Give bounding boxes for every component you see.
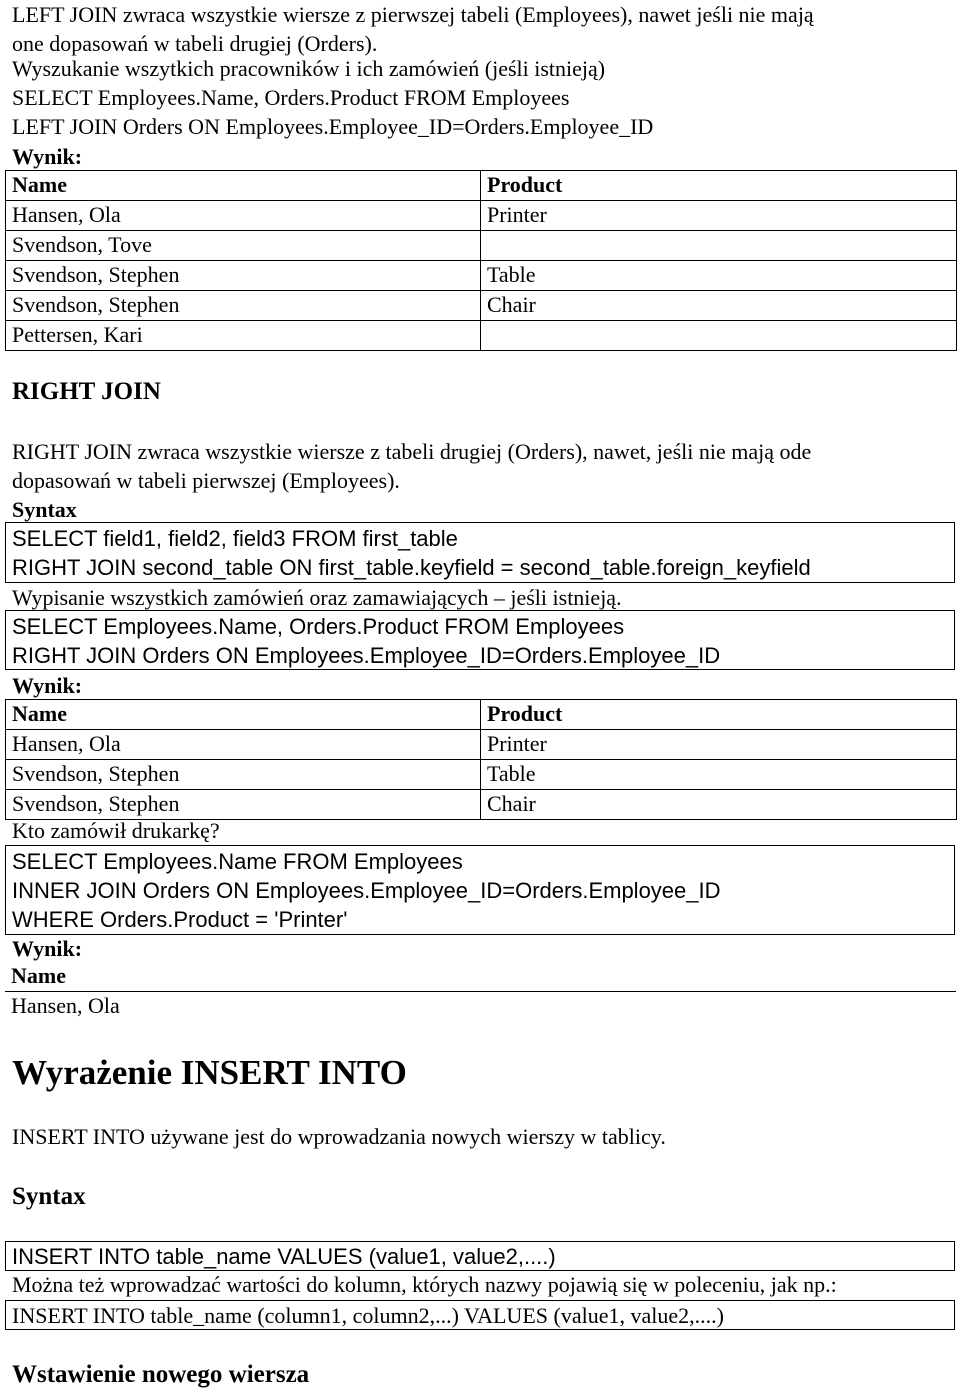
insert-into-syntax-line-2: INSERT INTO table_name (column1, column2,...) VALUES (value1, value2,....)	[12, 1303, 724, 1328]
right-join-example-description: Wypisanie wszystkich zamówień oraz zamawiających – jeśli istnieją.	[12, 585, 622, 610]
table-row	[6, 321, 957, 351]
insert-into-syntax-box	[5, 1241, 955, 1271]
table-header-row	[5, 962, 956, 992]
insert-new-row-subheading: Wstawienie nowego wiersza	[12, 1361, 310, 1388]
table-row	[6, 291, 957, 321]
column-header-name: Name	[6, 700, 481, 730]
right-join-description-line1: RIGHT JOIN zwraca wszystkie wiersze z tabeli drugiej (Orders), nawet, jeśli nie mają ode	[12, 439, 812, 464]
inner-join-query-line3: WHERE Orders.Product = 'Printer'	[12, 907, 348, 932]
column-header-name: Name	[6, 171, 481, 201]
table-cell-product: Printer	[481, 201, 957, 231]
table-row	[6, 231, 957, 261]
inner-join-result-table	[5, 962, 956, 1021]
table-row	[6, 760, 957, 790]
table-cell-product: Chair	[481, 790, 957, 820]
left-join-result-label: Wynik:	[12, 144, 83, 169]
table-cell-product: Chair	[481, 291, 957, 321]
inner-join-query-line1: SELECT Employees.Name FROM Employees	[12, 849, 463, 874]
right-join-query-box	[5, 610, 955, 670]
table-row	[6, 730, 957, 760]
table-row	[6, 201, 957, 231]
insert-into-syntax-label: Syntax	[12, 1183, 86, 1210]
right-join-query-line2: RIGHT JOIN Orders ON Employees.Employee_ID=Orders.Employee_ID	[12, 643, 721, 668]
right-join-result-table	[5, 699, 957, 820]
right-join-description-line2: dopasowań w tabeli pierwszej (Employees).	[12, 468, 400, 493]
table-row	[5, 992, 956, 1022]
table-header-row	[6, 700, 957, 730]
insert-into-note: Można też wprowadzać wartości do kolumn, których nazwy pojawią się w poleceniu, jak np.:	[12, 1272, 837, 1297]
table-row	[6, 261, 957, 291]
left-join-result-table	[5, 170, 957, 351]
left-join-example-description: Wyszukanie wszytkich pracowników i ich zamówień (jeśli istnieją)	[12, 56, 606, 81]
right-join-heading: RIGHT JOIN	[12, 378, 161, 405]
left-join-description-line2: one dopasowań w tabeli drugiej (Orders).	[12, 31, 378, 56]
table-cell-name: Svendson, Tove	[6, 231, 481, 261]
column-header-name: Name	[5, 962, 956, 992]
table-cell-name: Hansen, Ola	[6, 201, 481, 231]
left-join-query-line1: SELECT Employees.Name, Orders.Product FROM Employees	[12, 85, 570, 110]
table-cell-product: Table	[481, 760, 957, 790]
right-join-syntax-line2: RIGHT JOIN second_table ON first_table.keyfield = second_table.foreign_keyfield	[12, 555, 811, 580]
insert-into-syntax-box-2	[5, 1300, 955, 1330]
insert-into-description: INSERT INTO używane jest do wprowadzania nowych wierszy w tablicy.	[12, 1124, 666, 1149]
table-cell-product	[481, 231, 957, 261]
table-cell-product	[481, 321, 957, 351]
right-join-syntax-label: Syntax	[12, 497, 77, 522]
table-cell-product: Table	[481, 261, 957, 291]
table-cell-name: Svendson, Stephen	[6, 790, 481, 820]
right-join-syntax-box	[5, 522, 955, 583]
inner-join-query-line2: INNER JOIN Orders ON Employees.Employee_ID=Orders.Employee_ID	[12, 878, 721, 903]
table-cell-name: Pettersen, Kari	[6, 321, 481, 351]
right-join-syntax-line1: SELECT field1, field2, field3 FROM first_table	[12, 526, 458, 551]
table-cell-name: Svendson, Stephen	[6, 760, 481, 790]
table-cell-product: Printer	[481, 730, 957, 760]
right-join-query-line1: SELECT Employees.Name, Orders.Product FROM Employees	[12, 614, 625, 639]
table-cell-name: Svendson, Stephen	[6, 261, 481, 291]
inner-join-result-label: Wynik:	[12, 936, 83, 961]
insert-into-syntax-line: INSERT INTO table_name VALUES (value1, value2,....)	[12, 1244, 556, 1269]
insert-into-heading: Wyrażenie INSERT INTO	[12, 1053, 407, 1092]
left-join-query-line2: LEFT JOIN Orders ON Employees.Employee_ID=Orders.Employee_ID	[12, 114, 654, 139]
table-cell-name: Hansen, Ola	[11, 993, 120, 1018]
table-cell-name: Svendson, Stephen	[6, 291, 481, 321]
table-row	[6, 790, 957, 820]
left-join-description-line1: LEFT JOIN zwraca wszystkie wiersze z pierwszej tabeli (Employees), nawet jeśli nie mają	[12, 2, 814, 27]
column-header-product: Product	[481, 171, 957, 201]
inner-join-question: Kto zamówił drukarkę?	[12, 818, 220, 843]
table-header-row	[6, 171, 957, 201]
table-cell-name: Hansen, Ola	[6, 730, 481, 760]
column-header-product: Product	[481, 700, 957, 730]
inner-join-query-box	[5, 845, 955, 935]
right-join-result-label: Wynik:	[12, 673, 83, 698]
